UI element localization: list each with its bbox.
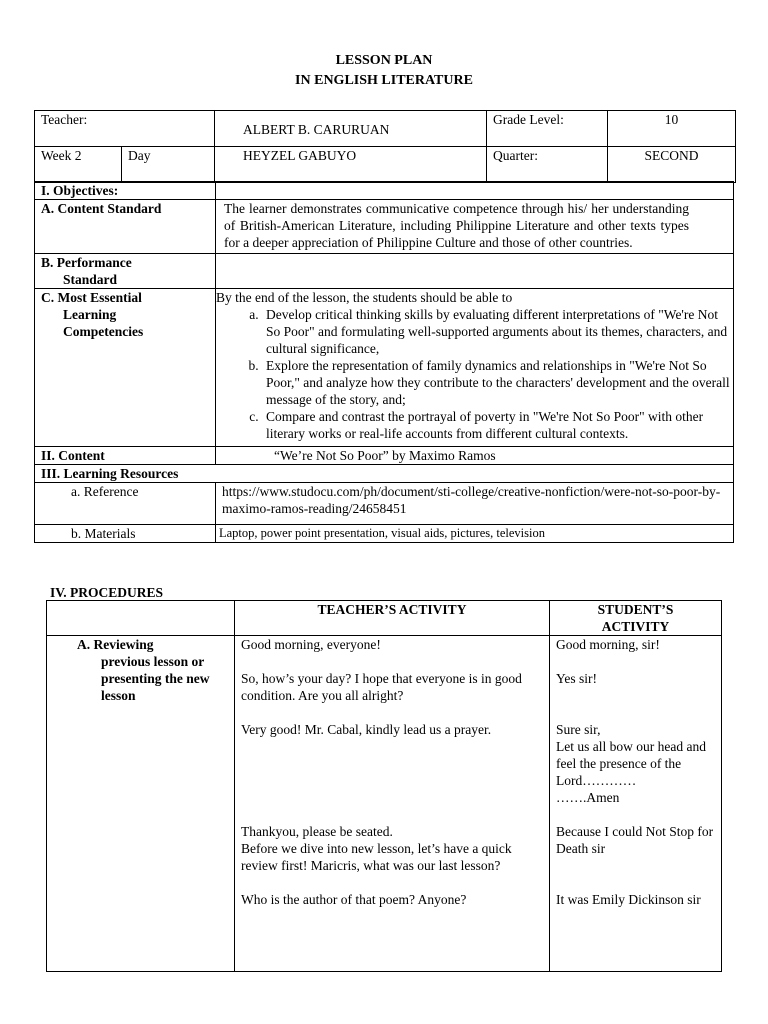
student-line: It was Emily Dickinson sir — [556, 892, 701, 907]
content-text: “We’re Not So Poor” by Maximo Ramos — [216, 447, 734, 465]
procedures-step-header — [47, 601, 235, 636]
competencies-label-line3: Competencies — [63, 324, 144, 339]
document-subtitle: IN ENGLISH LITERATURE — [295, 73, 473, 88]
competencies-list — [216, 306, 731, 442]
competencies-cell — [216, 289, 734, 447]
step-a-line2: previous lesson or — [101, 654, 205, 669]
competency-item: c. Compare and contrast the portrayal of poverty in "We're Not So Poor" with other literary works or real-life accounts from different cultural contexts. — [262, 408, 731, 442]
teacher-line: Before we dive into new lesson, let’s have a quick review first! Maricris, what was our last lesson? — [241, 841, 512, 873]
student-line: …….Amen — [556, 790, 620, 805]
step-a-line4: lesson — [101, 688, 136, 703]
teacher-name: ALBERT B. CARURUAN — [215, 111, 487, 147]
competencies-intro: By the end of the lesson, the students should be able to — [216, 290, 513, 305]
objectives-cell — [216, 182, 734, 200]
student-line: Let us all bow our head and feel the presence of the Lord………… — [556, 739, 706, 788]
teacher-line: Who is the author of that poem? Anyone? — [241, 892, 467, 907]
quarter-value: SECOND — [608, 147, 736, 183]
student-line: Sure sir, — [556, 722, 601, 737]
learning-resources-label: III. Learning Resources — [35, 465, 734, 483]
day-label: Day — [122, 147, 215, 183]
content-standard-text: The learner demonstrates communicative competence through his/ her understanding of British-American Literature, including Philippine Literature and other texts types for a deeper appreciation of Philippine Culture and those of other countries. — [216, 200, 734, 254]
student-line: Good morning, sir! — [556, 637, 660, 652]
teacher-line: Good morning, everyone! — [241, 637, 381, 652]
document-title: LESSON PLAN — [335, 53, 433, 68]
teacher-activity-cell — [235, 636, 550, 972]
plan-table — [34, 181, 734, 543]
student-teacher-name: HEYZEL GABUYO — [215, 147, 487, 183]
reference-text: https://www.studocu.com/ph/document/sti-college/creative-nonfiction/were-not-so-poor-by-maximo-ramos-reading/24658451 — [216, 483, 734, 525]
student-header-line1: STUDENT’S — [597, 602, 674, 617]
competencies-label-line2: Learning — [63, 307, 117, 322]
week-label: Week 2 — [35, 147, 122, 183]
teacher-line: Very good! Mr. Cabal, kindly lead us a prayer. — [241, 722, 492, 737]
competency-item: a. Develop critical thinking skills by evaluating different interpretations of "We're Not So Poor" and formulating well-supported arguments about its themes, characters, and cultural significance, — [262, 306, 731, 357]
quarter-label: Quarter: — [487, 147, 608, 183]
student-activity-cell — [550, 636, 722, 972]
teacher-label: Teacher: — [35, 111, 215, 147]
step-a-line1: A. Reviewing — [77, 637, 154, 652]
student-header-line2: ACTIVITY — [601, 619, 670, 634]
competencies-label — [35, 289, 216, 447]
competency-item: b. Explore the representation of family dynamics and relationships in "We're Not So Poor," and analyze how they contribute to the characters' development and the overall message of the story, and; — [262, 357, 731, 408]
teacher-line: Thankyou, please be seated. — [241, 824, 393, 839]
step-a-line3: presenting the new — [101, 671, 210, 686]
procedures-label: IV. PROCEDURES — [50, 585, 164, 600]
step-a-label — [47, 636, 235, 972]
student-line: Because I could Not Stop for Death sir — [556, 824, 714, 856]
competencies-label-line1: C. Most Essential — [41, 290, 142, 305]
student-line: Yes sir! — [556, 671, 598, 686]
info-table — [34, 110, 736, 183]
materials-text: Laptop, power point presentation, visual aids, pictures, television — [216, 525, 734, 543]
materials-label: b. Materials — [35, 525, 216, 543]
performance-label-line1: B. Performance — [41, 255, 132, 270]
teacher-activity-header: TEACHER’S ACTIVITY — [235, 601, 550, 636]
content-label: II. Content — [35, 447, 216, 465]
performance-label-line2: Standard — [63, 272, 118, 287]
content-standard-label: A. Content Standard — [35, 200, 216, 254]
performance-standard-label — [35, 254, 216, 289]
performance-standard-cell — [216, 254, 734, 289]
student-activity-header — [550, 601, 722, 636]
grade-level-label: Grade Level: — [487, 111, 608, 147]
grade-level-value: 10 — [608, 111, 736, 147]
teacher-line: So, how’s your day? I hope that everyone is in good condition. Are you all alright? — [241, 671, 522, 703]
reference-label: a. Reference — [35, 483, 216, 525]
objectives-label: I. Objectives: — [35, 182, 216, 200]
procedures-table — [46, 600, 722, 972]
